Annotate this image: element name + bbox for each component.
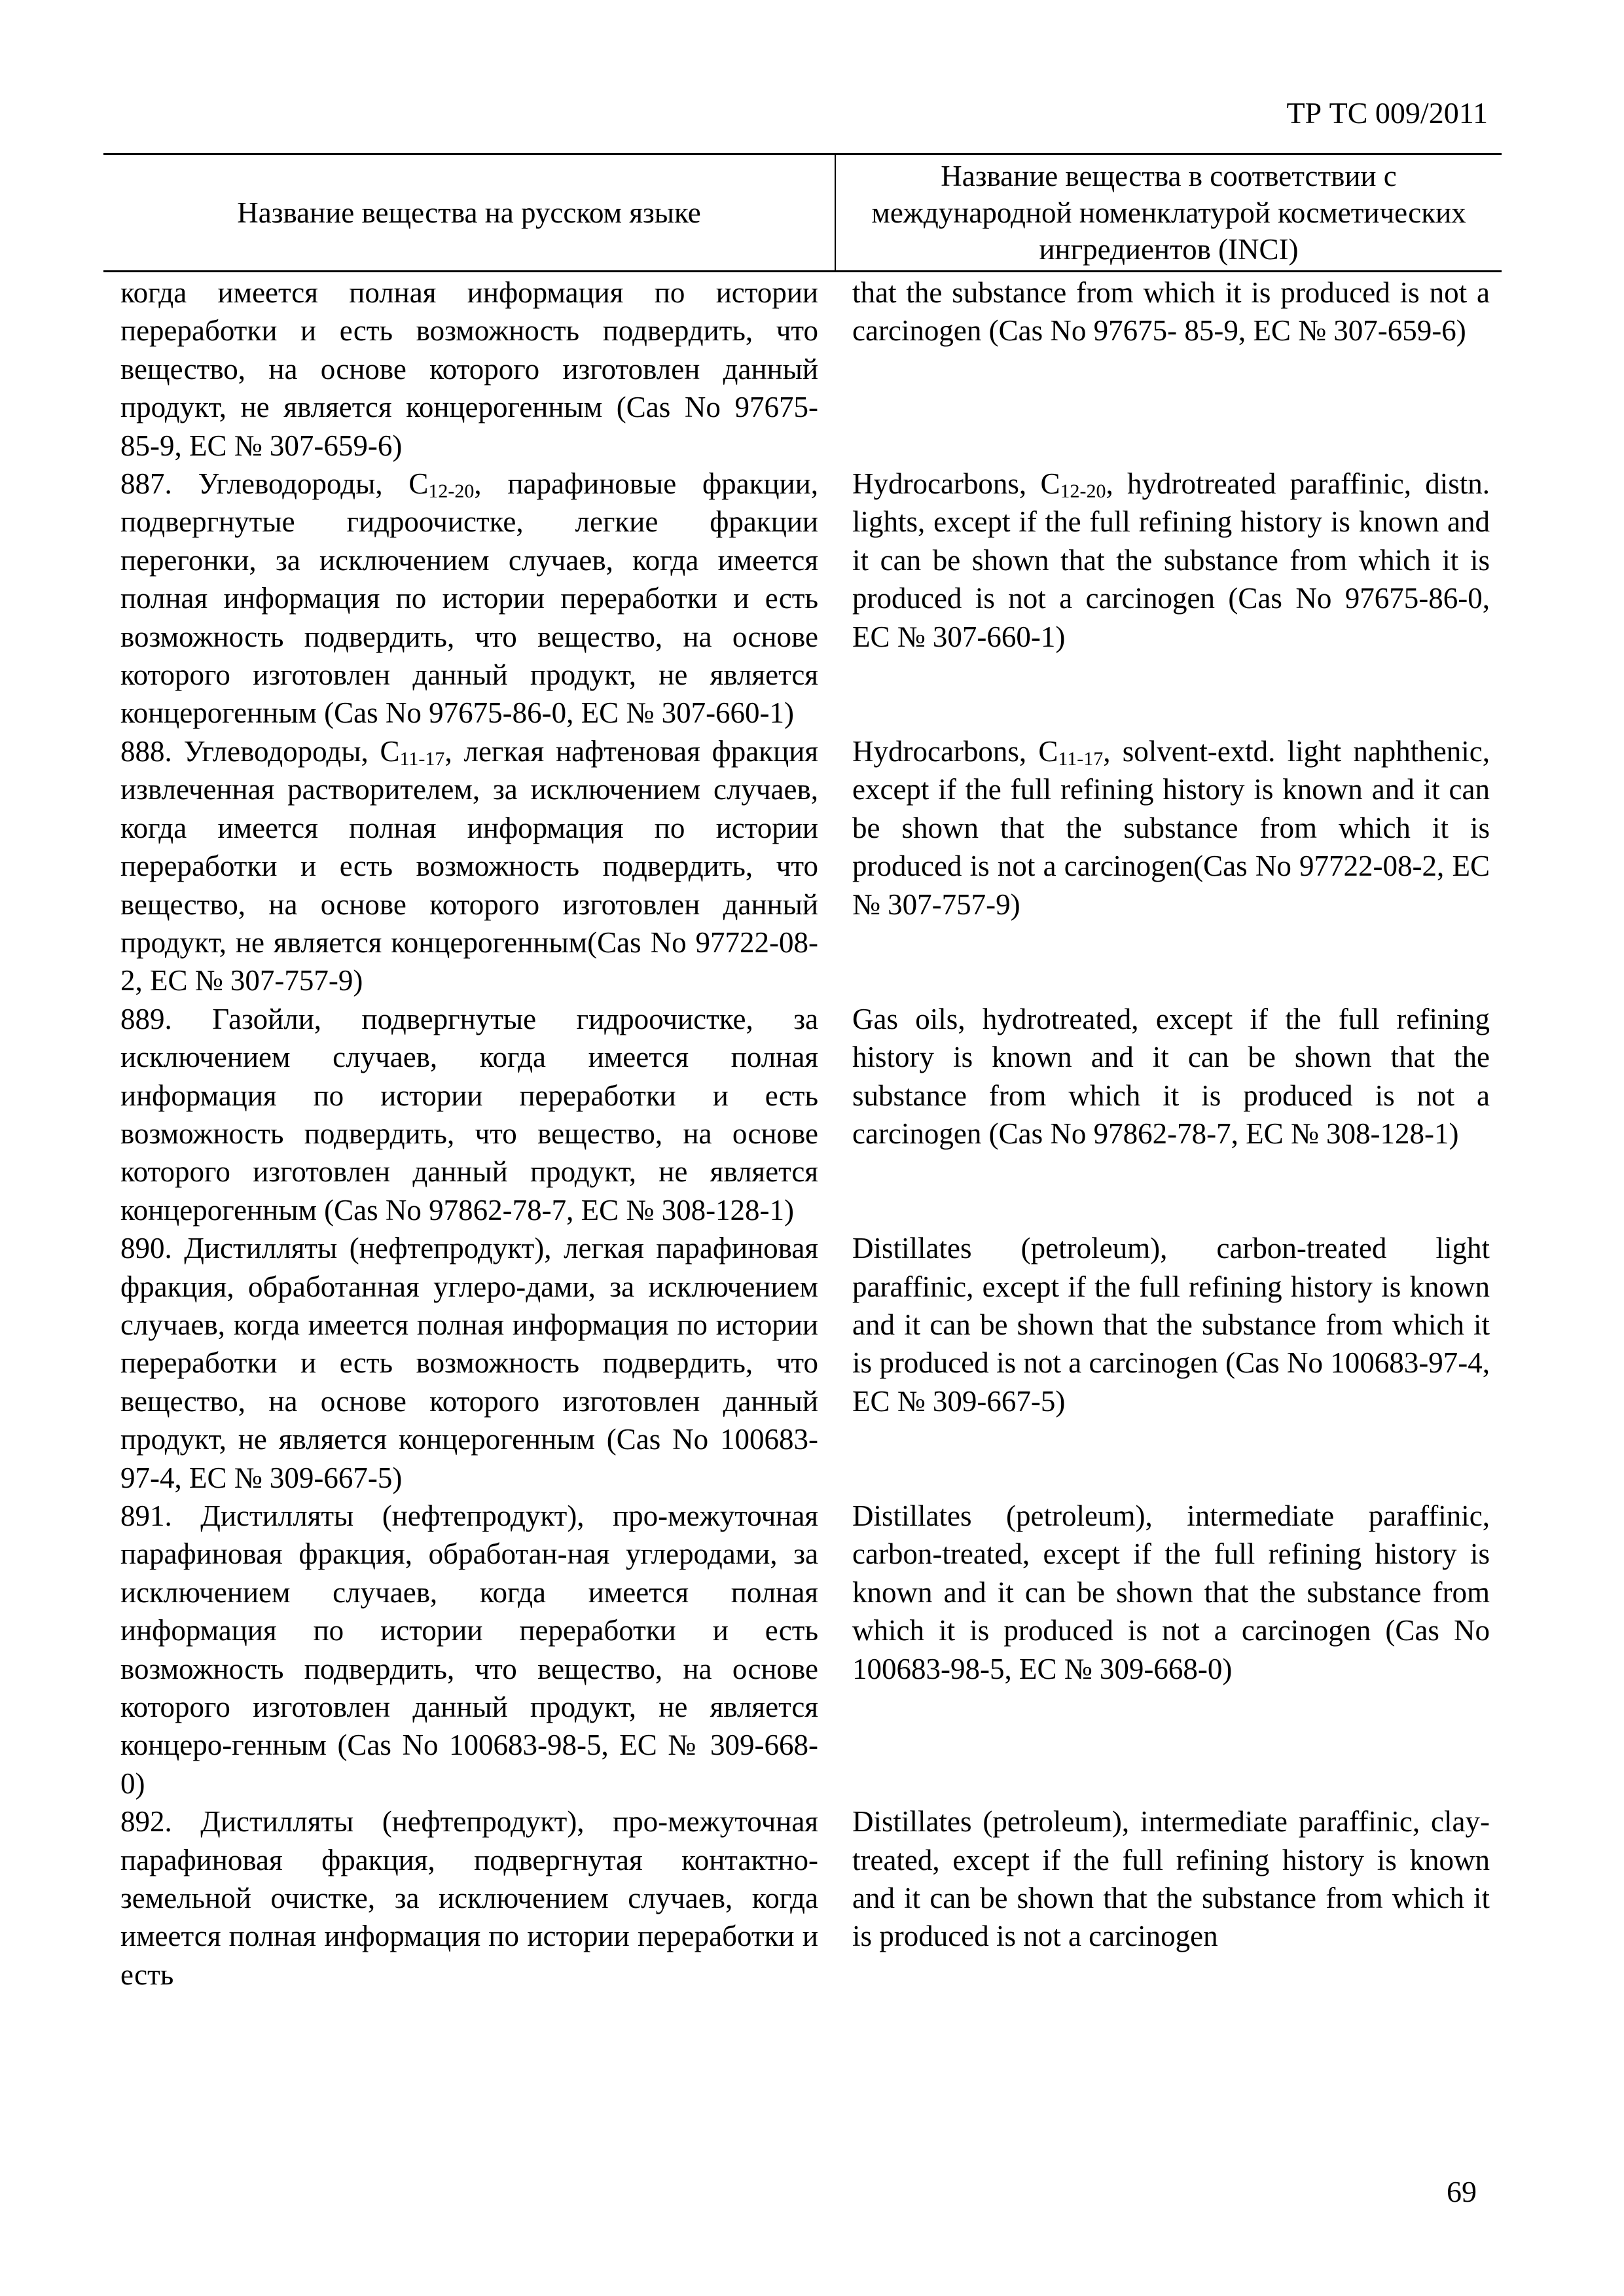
russian-name-text: Дистилляты (нефтепродукт), про-межуточная парафиновая фракция, обработан-ная углеродами, за исключением случаев, когда имеется полная информация по истории переработки и есть возможность подвердить, что вещество, на основе которого изготовлен данный продукт, не является концеро-генным (Cas No 100683-98-5, ЕС № 309-668-0) (120, 1499, 818, 1800)
russian-name-text: Дистилляты (нефтепродукт), про-межуточная парафиновая фракция, подвергнутая контактно-земельной очистке, за исключением случаев, когда имеется полная информация по истории переработки и есть (120, 1805, 818, 1991)
entry-number: 892. (120, 1805, 172, 1839)
table-row (103, 1000, 1502, 1229)
inci-name-cell (835, 465, 1502, 732)
russian-name-cell (103, 732, 835, 1000)
inci-name-text: Hydrocarbons, C (852, 734, 1058, 768)
carbon-range-subscript: 11-17 (1058, 747, 1104, 770)
russian-name-cell (103, 1000, 835, 1229)
inci-name-cell: Gas oils, hydrotreated, except if the full refining history is known and it can be shown that the substance from which it is produced is not a carcinogen (Cas No 97862-78-7, EC № 308-128-1) (852, 1002, 1490, 1150)
inci-name-cell: that the substance from which it is produced is not a carcinogen (Cas No 97675- 85-9, EC № 307-659-6) (852, 276, 1490, 348)
table-row (103, 1229, 1502, 1497)
entry-number: 889. (120, 1002, 172, 1035)
russian-name-cell (103, 1229, 835, 1497)
inci-name-text: , hydrotreated paraffinic, distn. lights, except if the full refining history is known and it can be shown that the substance from which it is produced is not a carcinogen (Cas No 97675-86-0, EC № 307-660-1) (852, 467, 1490, 653)
carbon-range-subscript: 12-20 (1060, 480, 1106, 503)
russian-name-cell (103, 1803, 835, 1994)
inci-name-cell: Distillates (petroleum), carbon-treated light paraffinic, except if the full refining history is known and it can be shown that the substance from which it is produced is not a carcinogen (Cas No 100683-97-4, EC № 309-667-5) (852, 1232, 1490, 1418)
russian-name-cell (103, 465, 835, 732)
entry-number: 888. (120, 734, 172, 768)
inci-name-cell: Distillates (petroleum), intermediate paraffinic, clay-treated, except if the full refining history is known and it can be shown that the substance from which it is produced is not a carcinogen (852, 1805, 1490, 1953)
table-row (103, 272, 1502, 465)
inci-name-cell (835, 732, 1502, 1000)
table-row (103, 465, 1502, 732)
inci-name-text: Hydrocarbons, C (852, 467, 1060, 501)
table-row (103, 732, 1502, 1000)
table-header-row (103, 154, 1502, 272)
column-header-inci-name: Название вещества в соответствии с международной номенклатурой косметических ингредиентов (INCI) (835, 154, 1502, 272)
page-number: 69 (1447, 2175, 1477, 2208)
russian-name-text: Дистилляты (нефтепродукт), легкая парафиновая фракция, обработанная углеро-дами, за исключением случаев, когда имеется полная информация по истории переработки и есть возможность подвердить, что вещество, на основе которого изготовлен данный продукт, не является концерогенным (Cas No 100683-97-4, ЕС № 309-667-5) (120, 1232, 819, 1494)
table-row (103, 1803, 1502, 1994)
russian-name-text: Углеводороды, С (183, 734, 400, 768)
inci-name-text: , solvent-extd. light naphthenic, except if the full refining history is known and it can be shown that the substance from which it is produced is not a carcinogen(Cas No 97722-08-2, EC № 307-757-9) (852, 734, 1490, 921)
russian-name-text: Углеводороды, С (198, 467, 429, 501)
russian-name-cell: когда имеется полная информация по истории переработки и есть возможность подвердить, что вещество, на основе которого изготовлен данный продукт, не является концерогенным (Cas No 97675- 85-9, ЕС № 307-659-6) (120, 276, 818, 462)
entry-number: 890. (120, 1232, 172, 1265)
carbon-range-subscript: 12-20 (428, 480, 475, 503)
carbon-range-subscript: 11-17 (399, 747, 445, 770)
entry-number: 891. (120, 1499, 172, 1532)
substances-table (103, 153, 1502, 1994)
document-code: ТР ТС 009/2011 (1286, 96, 1488, 130)
russian-name-text: , парафиновые фракции, подвергнутые гидроочистке, легкие фракции перегонки, за исключением случаев, когда имеется полная информация по истории переработки и есть возможность подвердить, что вещество, на основе которого изготовлен данный продукт, не является концерогенным (Cas No 97675-86-0, ЕС № 307-660-1) (120, 467, 818, 730)
table-row (103, 1497, 1502, 1803)
russian-name-text: , легкая нафтеновая фракция извлеченная растворителем, за исключением случаев, когда имеется полная информация по истории переработки и есть возможность подвердить, что вещество, на основе которого изготовлен данный продукт, не является концерогенным(Cas No 97722-08-2, ЕС № 307-757-9) (120, 734, 818, 997)
russian-name-text: Газойли, подвергнутые гидроочистке, за исключением случаев, когда имеется полная информация по истории переработки и есть возможность подвердить, что вещество, на основе которого изготовлен данный продукт, не является концерогенным (Cas No 97862-78-7, ЕС № 308-128-1) (120, 1002, 819, 1227)
inci-name-cell: Distillates (petroleum), intermediate paraffinic, carbon-treated, except if the full refining history is known and it can be shown that the substance from which it is produced is not a carcinogen (Cas No 100683-98-5, EC № 309-668-0) (852, 1499, 1490, 1685)
russian-name-cell (103, 1497, 835, 1803)
entry-number: 887. (120, 467, 172, 501)
column-header-russian-name: Название вещества на русском языке (103, 154, 835, 272)
